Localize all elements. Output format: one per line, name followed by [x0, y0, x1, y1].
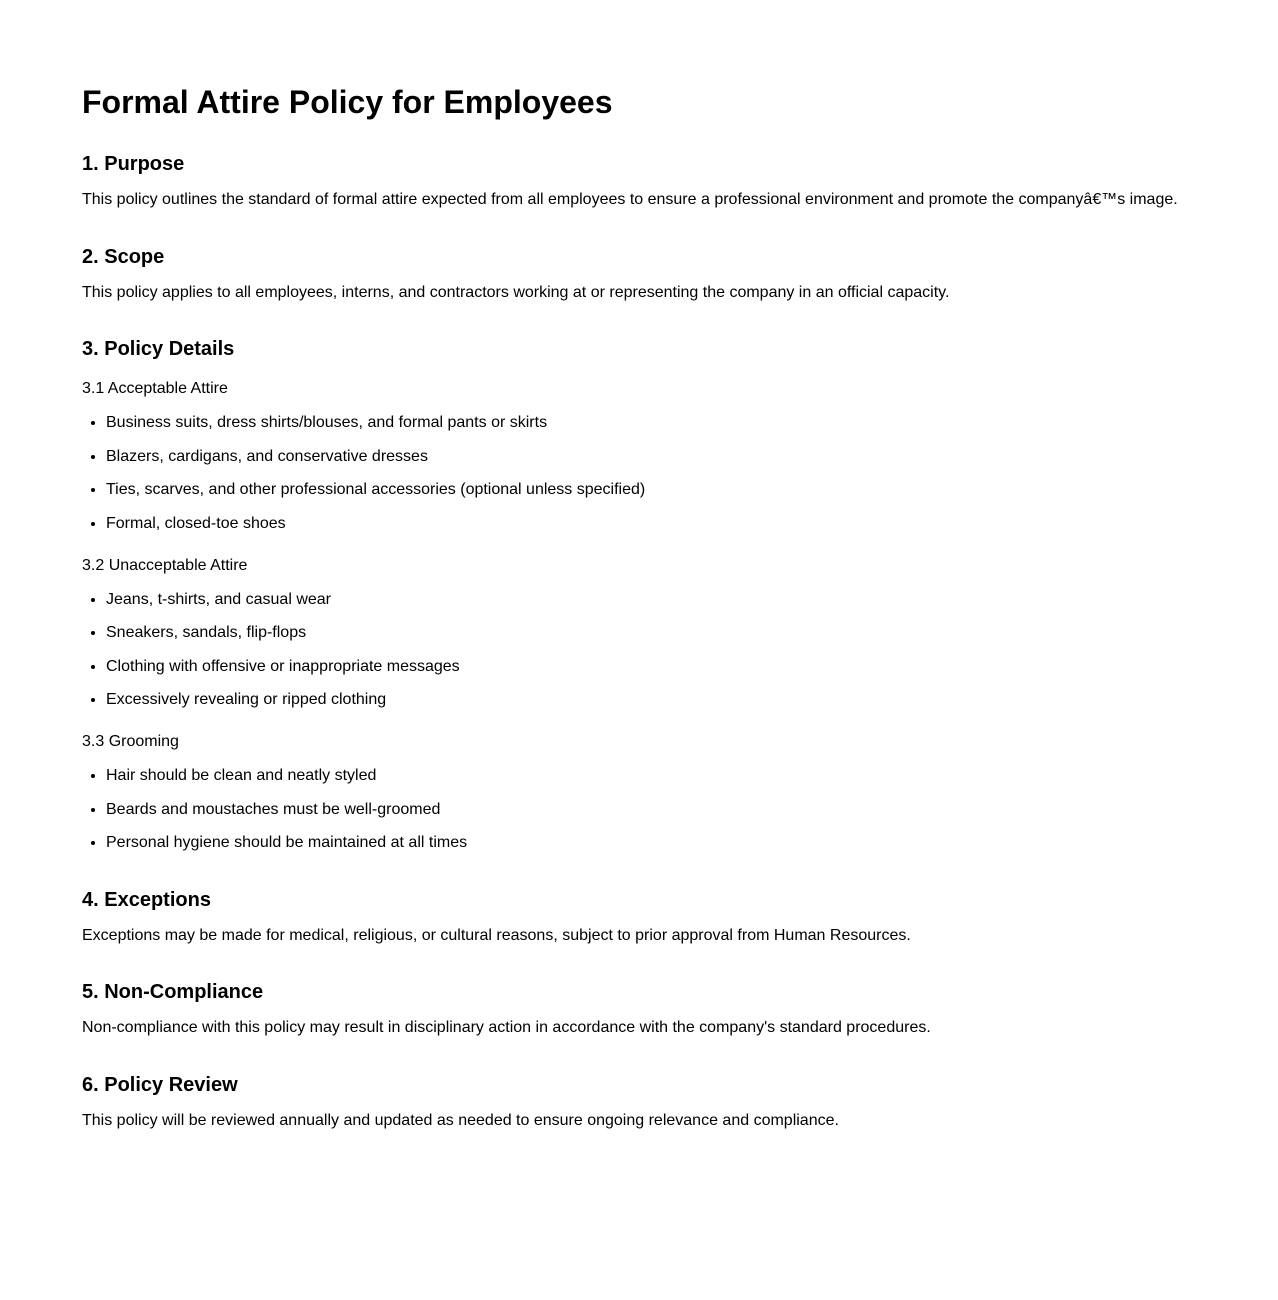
section-exceptions [82, 888, 1232, 946]
section-policy-details [82, 337, 1232, 361]
list-item: • Business suits, dress shirts/blouses, and formal pants or skirts [106, 413, 547, 433]
section-non-compliance [82, 980, 1232, 1038]
list-item: • Personal hygiene should be maintained at all times [106, 833, 467, 853]
list-item: • Jeans, t-shirts, and casual wear [106, 590, 331, 610]
subsection-title: 3.3 Grooming [82, 733, 179, 750]
list-item: • Ties, scarves, and other professional accessories (optional unless specified) [106, 480, 645, 500]
subsection-acceptable [82, 379, 1232, 399]
section-heading: 6. Policy Review [82, 1074, 238, 1096]
section-heading: 2. Scope [82, 246, 165, 268]
list-item: • Beards and moustaches must be well-groomed [106, 800, 440, 820]
subsection-grooming [82, 732, 1232, 752]
section-purpose [82, 152, 1232, 210]
list-item: • Formal, closed-toe shoes [106, 514, 286, 534]
section-heading: 4. Exceptions [82, 889, 211, 911]
list-item: • Blazers, cardigans, and conservative dresses [106, 447, 428, 467]
list-item: • Hair should be clean and neatly styled [106, 766, 376, 786]
section-text: This policy will be reviewed annually and updated as needed to ensure ongoing relevance and compliance. [82, 1112, 839, 1129]
subsection-title: 3.1 Acceptable Attire [82, 380, 228, 397]
list-item: • Clothing with offensive or inappropriate messages [106, 657, 460, 677]
list-item: • Excessively revealing or ripped clothing [106, 690, 386, 710]
subsection-unacceptable [82, 556, 1232, 576]
list-item: • Sneakers, sandals, flip-flops [106, 623, 306, 643]
section-heading: 5. Non-Compliance [82, 981, 264, 1003]
section-scope [82, 245, 1232, 303]
subsection-title: 3.2 Unacceptable Attire [82, 557, 248, 574]
section-text: This policy outlines the standard of formal attire expected from all employees to ensure a professional environment and promote the companyâ€™s image. [82, 191, 1178, 208]
section-heading: 1. Purpose [82, 153, 185, 175]
section-text: Non-compliance with this policy may result in disciplinary action in accordance with the company's standard procedures. [82, 1019, 931, 1036]
section-text: Exceptions may be made for medical, religious, or cultural reasons, subject to prior approval from Human Resources. [82, 927, 911, 944]
section-text: This policy applies to all employees, interns, and contractors working at or representing the company in an official capacity. [82, 284, 950, 301]
page-title: Formal Attire Policy for Employees [82, 84, 613, 120]
section-policy-review [82, 1073, 1232, 1131]
section-heading: 3. Policy Details [82, 338, 235, 360]
